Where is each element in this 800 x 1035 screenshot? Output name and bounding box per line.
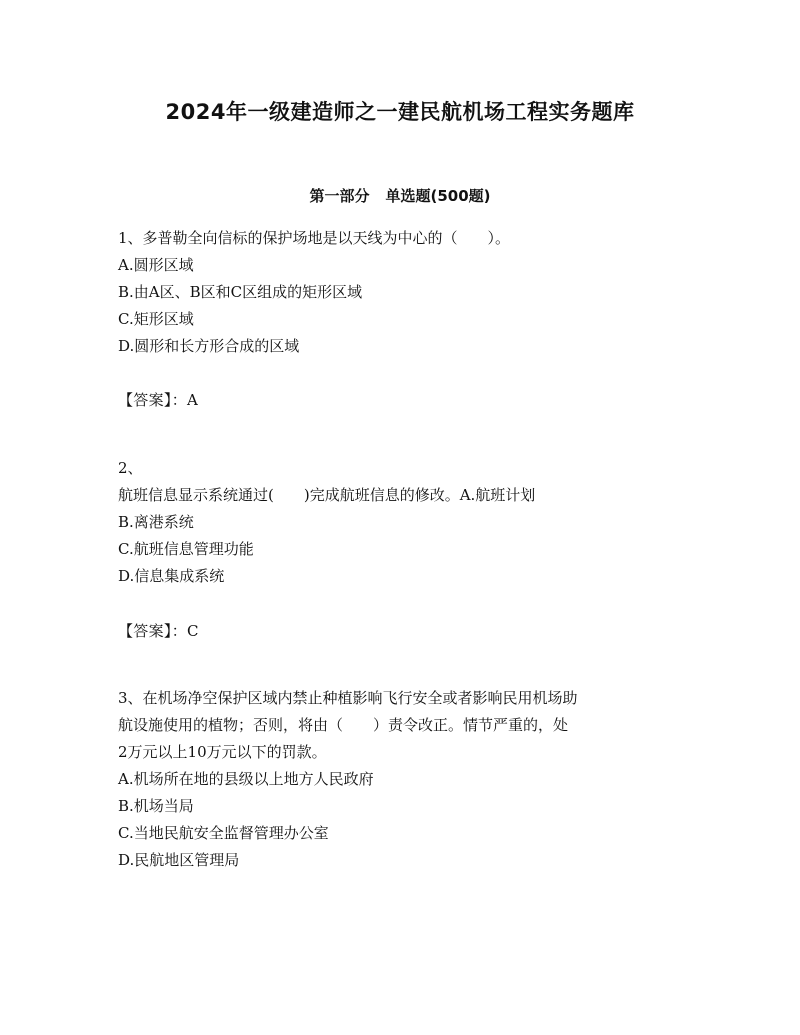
- question-3-option-c: C.当地民航安全监督管理办公室: [118, 824, 329, 842]
- question-3-option-a: A.机场所在地的县级以上地方人民政府: [118, 770, 374, 788]
- question-2-stem: 航班信息显示系统通过( )完成航班信息的修改。A.航班计划: [118, 486, 536, 504]
- question-2-answer: 【答案】：C: [118, 622, 199, 640]
- question-3-stem-line-2: 航设施使用的植物；否则，将由（ ）责令改正。情节严重的，处: [118, 716, 569, 734]
- question-3-stem-line-1: 3、在机场净空保护区域内禁止种植影响飞行安全或者影响民用机场助: [118, 689, 578, 707]
- question-1-option-b: B.由A区、B区和C区组成的矩形区域: [118, 283, 363, 301]
- section-part: 第一部分: [309, 187, 370, 205]
- question-2-number: 2、: [118, 459, 143, 477]
- question-2-option-b: B.离港系统: [118, 513, 194, 531]
- question-3-option-d: D.民航地区管理局: [118, 851, 240, 869]
- question-1-option-a: A.圆形区域: [118, 256, 194, 274]
- question-1-answer: 【答案】：A: [118, 391, 199, 409]
- question-3-option-b: B.机场当局: [118, 797, 194, 815]
- section-title: [0, 185, 800, 206]
- section-name: 单选题(500题): [385, 187, 491, 205]
- question-2-option-c: C.航班信息管理功能: [118, 540, 254, 558]
- document-title: 2024年一级建造师之一建民航机场工程实务题库: [165, 100, 635, 124]
- question-1-stem: 1、多普勒全向信标的保护场地是以天线为中心的（ ）。: [118, 229, 511, 247]
- question-2-option-d: D.信息集成系统: [118, 567, 225, 585]
- question-1-option-d: D.圆形和长方形合成的区域: [118, 337, 300, 355]
- question-3-stem-line-3: 2万元以上10万元以下的罚款。: [118, 743, 327, 761]
- question-1-option-c: C.矩形区域: [118, 310, 194, 328]
